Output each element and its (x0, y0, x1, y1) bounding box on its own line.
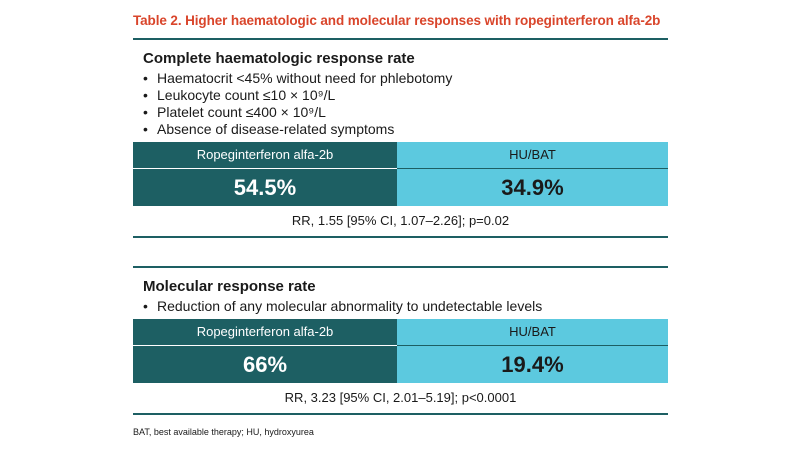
response-comparison (133, 142, 668, 206)
list-item: • Leukocyte count ≤10 × 10⁹/L (143, 87, 668, 104)
footnote: BAT, best available therapy; HU, hydroxyurea (133, 427, 314, 437)
criteria-list (133, 298, 668, 315)
treatment-arm-hu-bat (397, 319, 668, 383)
list-item: • Reduction of any molecular abnormality to undetectable levels (143, 298, 668, 315)
section-heading: Complete haematologic response rate (143, 50, 415, 67)
arm-label: Ropeginterferon alfa-2b (133, 319, 397, 346)
section-heading: Molecular response rate (143, 278, 316, 295)
list-item: • Platelet count ≤400 × 10⁹/L (143, 104, 668, 121)
arm-label: Ropeginterferon alfa-2b (133, 142, 397, 169)
list-item: • Haematocrit <45% without need for phlebotomy (143, 70, 668, 87)
arm-response-value: 66% (242, 352, 288, 377)
list-item: • Absence of disease-related symptoms (143, 121, 668, 138)
arm-label: HU/BAT (397, 142, 668, 169)
relative-risk-text: RR, 1.55 [95% CI, 1.07–2.26]; p=0.02 (133, 206, 668, 238)
treatment-arm-ropeginterferon (133, 319, 397, 383)
treatment-arm-hu-bat (397, 142, 668, 206)
arm-response-value: 54.5% (233, 175, 297, 200)
arm-label: HU/BAT (397, 319, 668, 346)
criteria-list (133, 70, 668, 138)
arm-response-value: 34.9% (501, 175, 564, 200)
arm-response-value: 19.4% (501, 352, 564, 377)
relative-risk-text: RR, 3.23 [95% CI, 2.01–5.19]; p<0.0001 (133, 383, 668, 415)
molecular-response-panel (133, 266, 668, 415)
panel-top-rule (133, 38, 668, 40)
table-title: Table 2. Higher haematologic and molecular responses with ropeginterferon alfa-2b (133, 13, 661, 28)
treatment-arm-ropeginterferon (133, 142, 397, 206)
panel-top-rule (133, 266, 668, 268)
haematologic-response-panel (133, 38, 668, 238)
response-comparison (133, 319, 668, 383)
